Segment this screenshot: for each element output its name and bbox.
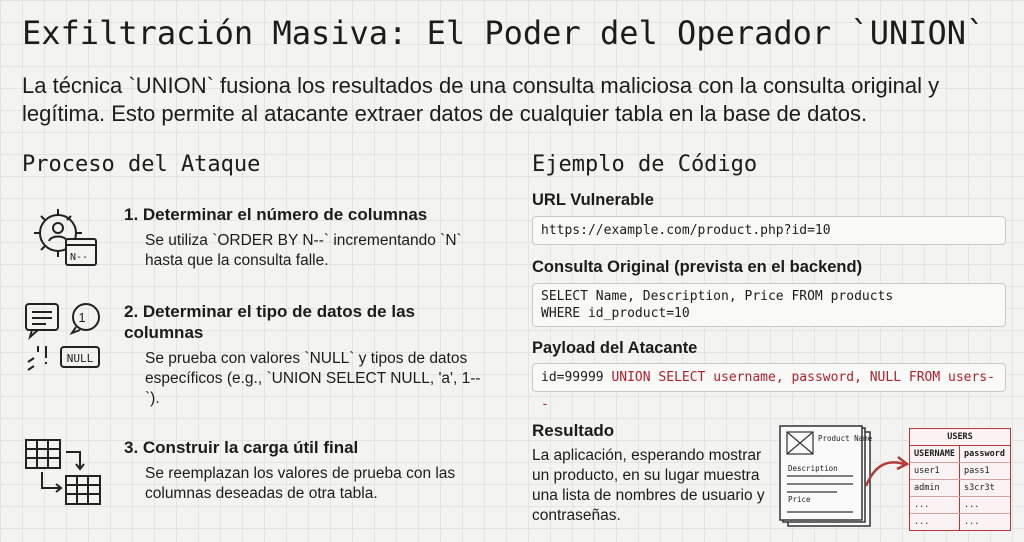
doc-description: Description (788, 464, 838, 473)
query-label: Consulta Original (prevista en el backend) (532, 258, 863, 276)
table-transform-icon (24, 438, 104, 506)
gear-user-icon (28, 203, 100, 269)
step-3-desc: Se reemplazan los valores de prueba con las columnas deseadas de otra tabla. (145, 465, 456, 502)
terminal-badge: N-- (70, 252, 89, 263)
payload-prefix: id=99999 (541, 370, 612, 385)
table-row (910, 480, 1010, 497)
payload-injection: UNION SELECT username, password, NULL FROM users-- (541, 370, 995, 412)
table-header-row (910, 446, 1010, 463)
table-cell: ... (964, 517, 980, 527)
table-cell: ... (910, 497, 960, 513)
users-table (909, 428, 1011, 531)
result-text: La aplicación, esperando mostrar un producto, en su lugar muestra una lista de nombres de usuario y contraseñas. (532, 447, 765, 524)
table-cell: pass1 (964, 466, 990, 476)
null-badge: NULL (66, 352, 94, 365)
table-cell: user1 (910, 463, 960, 479)
query-line-1: SELECT Name, Description, Price FROM products (541, 289, 894, 304)
example-heading: Ejemplo de Código (532, 152, 758, 177)
arrow-icon (862, 452, 912, 492)
table-row (910, 497, 1010, 514)
step-2-desc: Se prueba con valores `NULL` y tipos de datos específicos (e.g., `UNION SELECT NULL, 'a', 1--`). (145, 350, 481, 407)
chat-null-icon (24, 300, 104, 380)
result-label: Resultado (532, 421, 615, 440)
step-1 (124, 204, 494, 271)
process-heading: Proceso del Ataque (22, 152, 261, 177)
table-cell: admin (910, 480, 960, 496)
step-3 (124, 437, 494, 504)
step-3-title: 3. Construir la carga útil final (124, 438, 359, 457)
number-badge: 1 (78, 310, 86, 325)
query-line-2: WHERE id_product=10 (541, 306, 690, 321)
step-1-desc: Se utiliza `ORDER BY N--` incrementando `N` hasta que la consulta falle. (145, 232, 462, 269)
step-2 (124, 301, 494, 409)
table-header-cell: password (964, 449, 1005, 459)
step-1-title: 1. Determinar el número de columnas (124, 205, 428, 224)
table-row (910, 514, 1010, 530)
table-cell: ... (910, 514, 960, 530)
query-code-box (532, 283, 1006, 327)
payload-label: Payload del Atacante (532, 339, 698, 357)
url-label: URL Vulnerable (532, 191, 654, 209)
page-title: Exfiltración Masiva: El Poder del Operador `UNION` (22, 14, 986, 52)
doc-price: Price (788, 495, 811, 504)
url-value: https://example.com/product.php?id=10 (541, 223, 831, 238)
step-2-title: 2. Determinar el tipo de datos de las columnas (124, 302, 415, 342)
table-cell: s3cr3t (964, 483, 995, 493)
payload-code-box (532, 363, 1006, 412)
table-header-cell: USERNAME (910, 446, 960, 462)
users-table-caption: USERS (910, 429, 1010, 446)
intro-paragraph: La técnica `UNION` fusiona los resultados de una consulta maliciosa con la consulta original y legítima. Esto permite al atacante extraer datos de cualquier tabla en la base de datos. (22, 73, 940, 126)
table-cell: ... (964, 500, 980, 510)
doc-product-name: Product Name (818, 434, 873, 443)
url-code-box (532, 216, 1006, 245)
table-row (910, 463, 1010, 480)
